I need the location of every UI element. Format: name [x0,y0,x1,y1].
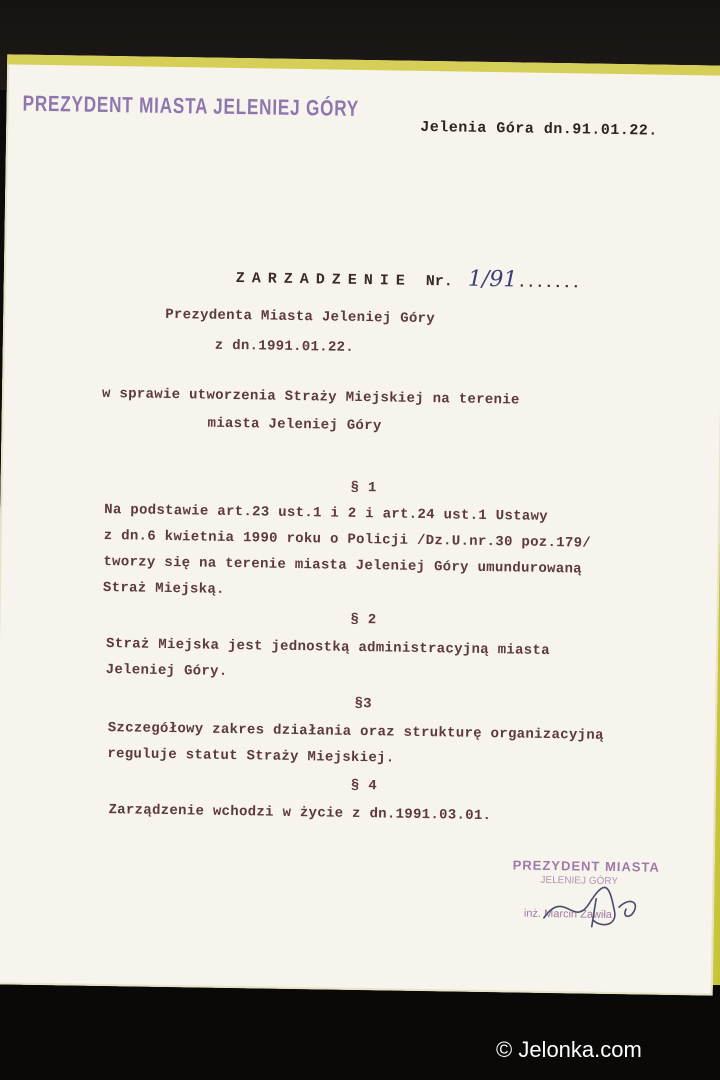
place-date: Jelenia Góra dn.91.01.22. [420,118,658,140]
section-1-line: Straż Miejską. [102,579,225,598]
document-title [236,263,581,293]
issuer-line-2: z dn.1991.01.22. [214,337,355,356]
section-3-line: Szczegółowy zakres działania oraz strukturę organizacyjną [107,720,604,744]
signature-stamp-line-2: JELENIEJ GÓRY [540,874,619,888]
title-nr-label: Nr. [425,273,454,291]
subject-line-1: w sprawie utworzenia Straży Miejskiej na terenie [101,385,520,409]
section-4-mark: § 4 [350,777,378,795]
bottom-band [0,985,720,1080]
section-1-line: Na podstawie art.23 ust.1 i 2 i art.24 ust.1 Ustawy [104,501,549,525]
section-2-line: Straż Miejska jest jednostką administracyjną miasta [105,636,550,659]
section-1-mark: § 1 [350,479,377,497]
section-3-mark: §3 [354,695,373,713]
handwritten-signature [534,878,655,940]
title-dots: ....... [517,274,581,293]
subject-line-2: miasta Jeleniej Góry [207,415,382,435]
signature-stamp-line-1: PREZYDENT MIASTA [512,857,660,875]
document-sheet [0,54,720,995]
title-word: ZARZADZENIE [235,270,412,290]
title-number-handwritten: 1/91 [467,266,518,293]
section-4-line: Zarządzenie wchodzi w życie z dn.1991.03.01. [108,802,492,825]
section-1-line: z dn.6 kwietnia 1990 roku o Policji /Dz.U.nr.30 poz.179/ [103,527,592,552]
section-2-mark: § 2 [350,611,377,629]
section-2-line: Jeleniej Góry. [105,662,228,680]
photo-credit: © Jelonka.com [496,1037,642,1062]
section-3-line: reguluje statut Straży Miejskiej. [107,746,395,767]
issuer-line-1: Prezydenta Miasta Jeleniej Góry [165,306,436,328]
signature-stamp-name: inż. Marcin Zawiła [523,907,613,922]
section-1-line: tworzy się na terenie miasta Jeleniej Góry umundurowaną [103,553,583,578]
letterhead-stamp: PREZYDENT MIASTA JELENIEJ GÓRY [22,90,360,121]
